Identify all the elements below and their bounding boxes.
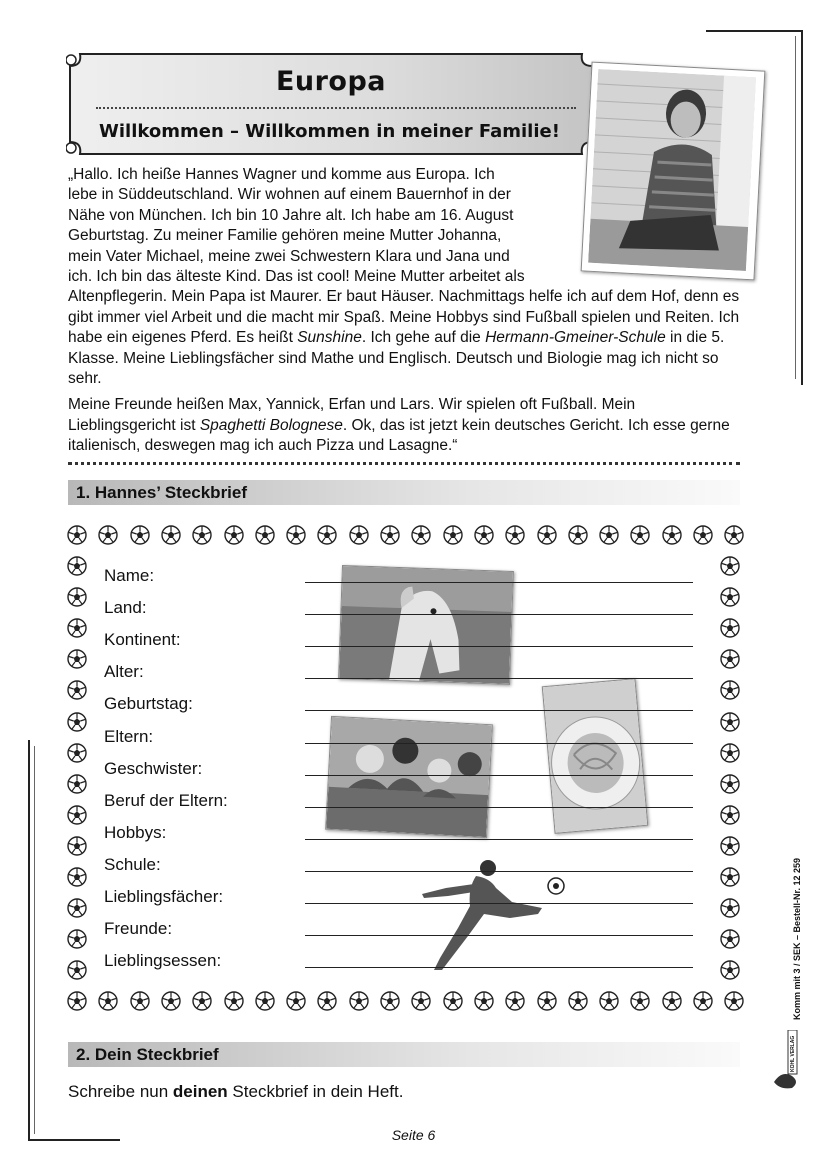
answer-line[interactable] [305,903,693,904]
football-icon [161,525,181,545]
section-2-heading: 2. Dein Steckbrief [68,1042,740,1067]
football-icon [67,898,87,918]
football-icon [67,960,87,980]
answer-line[interactable] [305,871,693,872]
football-icon [67,587,87,607]
section-1-heading: 1. Hannes’ Steckbrief [68,480,740,505]
football-icon [317,991,337,1011]
football-icon [67,525,87,545]
football-icon [662,525,682,545]
football-icon [537,991,557,1011]
football-icon [720,587,740,607]
football-icon [98,991,118,1011]
intro-text-run: Meine Freunde heißen Max, Yannick, Erfan und Lars. Wir spielen oft Fußball. Mein Lieblingsgericht ist [68,396,636,434]
publisher-logo [772,1030,802,1090]
football-icon [720,898,740,918]
football-icon [67,680,87,700]
football-icon [474,525,494,545]
football-icon [67,743,87,763]
intro-line: „Hallo. Ich heiße Hannes Wagner und komme aus Europa. Ich [68,166,495,183]
instruction-part: Schreibe nun [68,1082,173,1101]
football-icon [720,649,740,669]
football-icon [505,525,525,545]
publisher-name: KOHL VERLAG [790,1035,796,1072]
intro-text-run: . Ich gehe auf die [361,329,486,347]
football-icon [411,991,431,1011]
football-icon [67,556,87,576]
page-subtitle: Willkommen – Willkommen in meiner Familie! [99,121,560,142]
football-icon [724,991,744,1011]
football-icon [505,991,525,1011]
answer-line[interactable] [305,839,693,840]
football-icon [720,680,740,700]
page-number: Seite 6 [391,1127,436,1143]
football-icon [67,836,87,856]
intro-line: lebe in Süddeutschland. Wir wohnen auf einem Bauernhof in der [68,186,511,204]
page-title: Europa [275,66,387,97]
intro-text-run: . Ok, das ist jetzt kein deutsches Gericht. Ich esse gerne italienisch, deswegen mag ich auch Pizza und Lasagne.“ [68,416,730,455]
football-icon [599,525,619,545]
answer-line[interactable] [305,775,693,776]
intro-text-run: in die 5. Klasse. Meine Lieblingsfächer sind Mathe und Englisch. Deutsch und Biologie mag ich nicht so sehr. [68,329,725,388]
field-label: Lieblingsfächer: [104,887,224,906]
answer-line[interactable] [305,678,693,679]
football-icon [630,525,650,545]
field-label: Hobbys: [104,822,167,842]
instruction-text [68,1082,403,1102]
answer-line[interactable] [305,935,693,936]
football-icon [630,991,650,1011]
football-icon [192,991,212,1011]
football-icon [317,525,337,545]
intro-text [68,165,744,463]
field-label: Schule: [104,854,161,874]
football-icon [130,525,150,545]
intro-line: mein Vater Michael, meine zwei Schwestern Klara und Jana und [68,247,510,265]
field-label: Lieblingsessen: [104,951,222,971]
answer-line[interactable] [305,646,693,647]
football-icon [662,991,682,1011]
football-icon [161,991,181,1011]
football-icon [224,525,244,545]
field-label: Eltern: [104,726,154,746]
football-icon [599,991,619,1011]
football-icon [98,525,118,545]
football-icon [720,960,740,980]
intro-text-run: Altenpflegerin. Mein Papa ist Maurer. Er baut Häuser. Nachmittags helfe ich auf dem Hof, denn es gibt immer viel Arbeit und die macht mir Spaß. Meine Hobbys sind Fußball spielen und Reiten. Ich habe ein eigenes Pferd. Es heißt [68,288,740,347]
football-icon [380,991,400,1011]
football-icon [130,991,150,1011]
football-icon [720,618,740,638]
intro-paragraph-2 [68,395,744,456]
football-icon [568,525,588,545]
frame-left-line-inner [34,746,35,1134]
football-icon [192,525,212,545]
order-number-vertical: Komm mit 3 / SEK – Bestell-Nr. 12 259 [792,857,802,1020]
frame-left-line [28,740,30,1140]
answer-line[interactable] [305,710,693,711]
intro-line: ich. Ich bin das älteste Kind. Das ist cool! Meine Mutter arbeitet als [68,268,525,286]
football-icon [720,805,740,825]
football-icon [693,991,713,1011]
frame-top-line [706,30,802,32]
football-icon [720,556,740,576]
football-icon [720,929,740,949]
field-label: Kontinent: [104,630,181,650]
football-icon [474,991,494,1011]
field-label: Name: [104,566,155,585]
answer-line[interactable] [305,743,693,744]
frame-right-line [801,30,803,385]
football-icon [67,805,87,825]
instruction-part: Steckbrief in dein Heft. [227,1082,404,1101]
football-icon [67,649,87,669]
football-icon [67,867,87,887]
football-icon [349,991,369,1011]
football-icon [67,929,87,949]
field-label: Geburtstag: [104,694,193,714]
football-icon [720,712,740,732]
title-banner [66,52,596,156]
football-icon [286,525,306,545]
football-icon [443,991,463,1011]
field-label: Alter: [104,662,144,682]
photo-spaghetti [542,678,649,834]
football-icon [67,991,87,1011]
football-icon [67,774,87,794]
school-name: Hermann-Gmeiner-Schule [485,329,666,347]
intro-line: Nähe von München. Ich bin 10 Jahre alt. Ich habe am 16. August [68,206,514,224]
football-icon [255,991,275,1011]
section-divider [68,462,740,465]
football-icon [720,743,740,763]
football-icon [568,991,588,1011]
photo-horse [338,565,514,685]
horse-name: Sunshine [297,329,362,347]
football-icon [255,525,275,545]
football-icon [724,525,744,545]
banner-divider [96,107,576,109]
dish-name: Spaghetti Bolognese [199,416,343,434]
footballer-silhouette [418,858,568,974]
photo-family [325,716,493,838]
football-icon [720,774,740,794]
field-label: Geschwister: [104,758,203,778]
football-icon [349,525,369,545]
instruction-bold: deinen [172,1082,228,1101]
field-label: Freunde: [104,919,173,939]
field-label: Beruf der Eltern: [104,790,228,810]
field-label: Land: [104,598,147,618]
answer-line[interactable] [305,614,693,615]
football-icon [443,525,463,545]
frame-right-line-inner [795,36,796,379]
football-icon [67,618,87,638]
football-icon [411,525,431,545]
football-icon [720,836,740,856]
football-icon [720,867,740,887]
football-icon [286,991,306,1011]
intro-paragraph-1 [68,165,744,389]
intro-line: Geburtstag. Zu meiner Familie gehören meine Mutter Johanna, [68,227,502,245]
football-icon [224,991,244,1011]
answer-line[interactable] [305,582,693,583]
answer-line[interactable] [305,807,693,808]
football-icon [380,525,400,545]
football-icon [537,525,557,545]
answer-line[interactable] [305,967,693,968]
football-icon [693,525,713,545]
football-icon [67,712,87,732]
